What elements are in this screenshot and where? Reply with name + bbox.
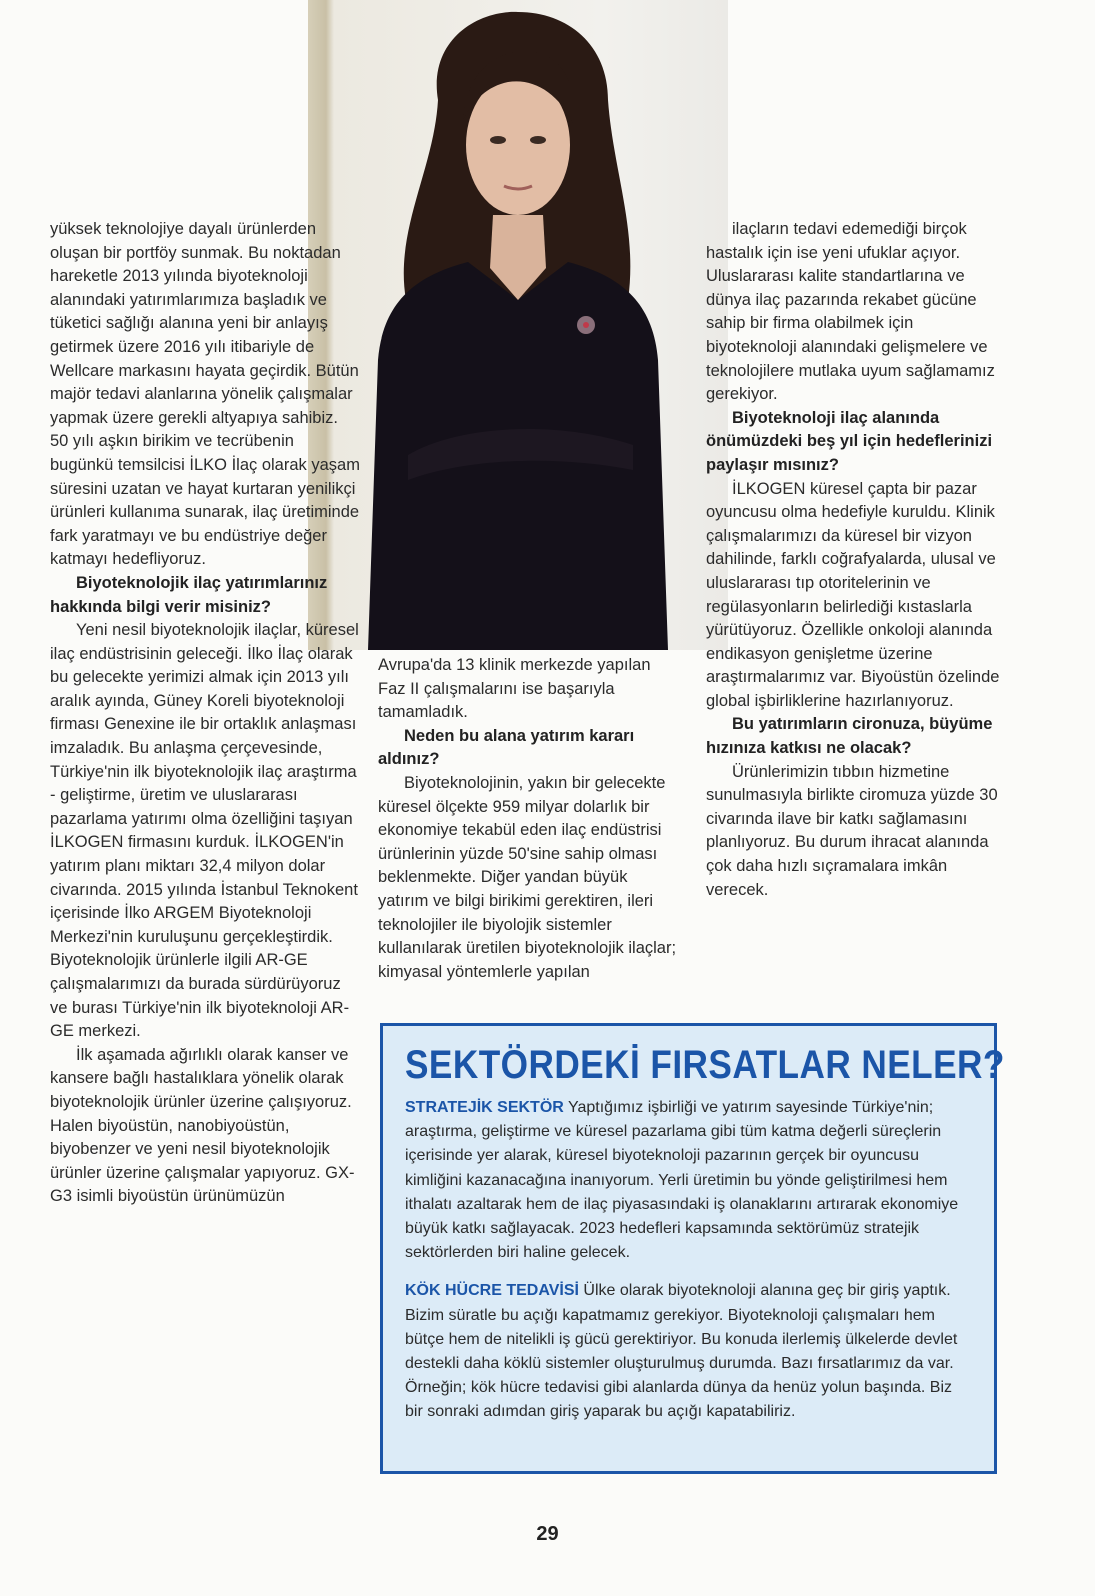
- column-right: [706, 218, 1006, 902]
- paragraph: Avrupa'da 13 klinik merkezde yapılan Faz II çalışmalarını ise başarıyla tamamladık.: [378, 656, 651, 722]
- box-section-text: Yaptığımız işbirliği ve yatırım sayesinde Türkiye'nin; araştırma, geliştirme ve küresel pazarlama gibi tüm katma değerli süreçlerin içerisinde yer alarak, küresel biyoteknoloji pazarının gerçek bir oyuncusu kimliğini kazanacağına inanıyorum. Yerli üretimin bu yönde geliştirilmesi hem ithalatı azaltarak hem de ilaç piyasasındaki iş olanaklarını artırarak ekonomiye büyük katkı sağlayacak. 2023 hedefleri kapsamında sektörümüz stratejik sektörlerden biri haline gelecek.: [405, 1099, 959, 1262]
- opportunities-box: [380, 1023, 1005, 1474]
- paragraph: Ürünlerimizin tıbbın hizmetine sunulmasıyla birlikte ciromuza yüzde 30 civarında ilave bir katkı sağlamasını planlıyoruz. Bu durum ihracat alanında çok daha hızlı sıçramalara imkân verecek.: [706, 762, 998, 899]
- question-heading: Bu yatırımların cironuza, büyüme hızınıza katkısı ne olacak?: [706, 715, 993, 758]
- box-section: [405, 1279, 972, 1424]
- question-heading: Biyoteknolojik ilaç yatırımlarınız hakkında bilgi verir misiniz?: [50, 573, 328, 616]
- box-section-lead: KÖK HÜCRE TEDAVİSİ: [405, 1282, 579, 1300]
- paragraph: İlk aşamada ağırlıklı olarak kanser ve kansere bağlı hastalıklara yönelik olarak biyoteknolojik ürünler üzerine çalışıyoruz. Halen biyoüstün, nanobiyoüstün, biyobenzer ve yeni nesil biyoteknolojik ürünler üzerine çalışmalar yapıyoruz. GX-G3 isimli biyoüstün ürünümüzün: [50, 1045, 355, 1206]
- portrait-photo: [308, 0, 728, 650]
- page-number: 29: [536, 1523, 559, 1545]
- column-left: [50, 218, 360, 1209]
- paragraph: İLKOGEN küresel çapta bir pazar oyuncusu olma hedefiyle kuruldu. Klinik çalışmalarımızı da küresel bir vizyon dahilinde, farklı coğrafyalarda, ulusal ve uluslararası tıp otoritelerinin ve regülasyonların belirlediği kıstaslarla yürütüyoruz. Özellikle onkoloji alanında endikasyon genişletme üzerine araştırmalarımız var. Biyoüstün özelinde global işbirliklerine hazırlanıyoruz.: [706, 479, 1000, 710]
- question-heading: Biyoteknoloji ilaç alanında önümüzdeki beş yıl için hedeflerinizi paylaşır mısınız?: [706, 408, 993, 474]
- paragraph: Biyoteknolojinin, yakın bir gelecekte küresel ölçekte 959 milyar dolarlık bir ekonomiye tekabül eden ilaç endüstrisi ürünlerinin yüzde 50'sine sahip olması beklenmekte. Diğer yandan büyük yatırım ve bilgi birikimi gerektiren, ileri teknolojiler ile biyolojik sistemler kullanılarak üretilen biyoteknolojik ilaçlar; kimyasal yöntemlerle yapılan: [378, 773, 677, 981]
- paragraph: yüksek teknolojiye dayalı ürünlerden oluşan bir portföy sunmak. Bu noktadan hareketle 2013 yılında biyoteknoloji alanındaki yatırımlarımıza başladık ve tüketici sağlığı alanına yeni bir anlayış getirmek üzere 2016 yılı itibariyle de Wellcare markasını hayata geçirdik. Bütün majör tedavi alanlarına yönelik çalışmalar yapmak üzere gerekli altyapıya sahibiz. 50 yılı aşkın birikim ve tecrübenin bugünkü temsilcisi İLKO İlaç olarak yaşam süresini uzatan ve hayat kurtaran yenilikçi ürünleri kullanıma sunarak, ilaç üretiminde fark yaratmayı ve bu endüstriye değer katmayı hedefliyoruz.: [50, 220, 360, 569]
- box-section: [405, 1096, 972, 1265]
- box-title: SEKTÖRDEKİ FIRSATLAR NELER?: [405, 1043, 1005, 1087]
- paragraph: Yeni nesil biyoteknolojik ilaçlar, küresel ilaç endüstrisinin geleceği. İlko İlaç olarak bu gelecekte yerimizi almak için 2013 yılı aralık ayında, Güney Koreli biyoteknoloji firması Genexine ile bir ortaklık anlaşması imzaladık. Bu anlaşma çerçevesinde, Türkiye'nin ilk biyoteknolojik ilaç araştırma - geliştirme, üretim ve uluslararası pazarlama yatırımı olma özelliğini taşıyan İLKOGEN firmasını kurduk. İLKOGEN'in yatırım planı miktarı 32,4 milyon dolar civarında. 2015 yılında İstanbul Teknokent içerisinde İlko ARGEM Biyoteknoloji Merkezi'nin kuruluşunu gerçekleştirdik. Biyoteknolojik ürünlerle ilgili AR-GE çalışmalarımızı da burada sürdürüyoruz ve burası Türkiye'nin ilk biyoteknoloji AR-GE merkezi.: [50, 621, 359, 1041]
- box-section-text: Ülke olarak biyoteknoloji alanına geç bir giriş yaptık. Bizim süratle bu açığı kapatmamız gerekiyor. Biyoteknoloji çalışmaları hem bütçe hem de nitelikli iş gücü gerektiriyor. Bu konuda ilerlemiş ülkelerde devlet destekli daha köklü sistemler oluşturulmuş durumda. Bazı fırsatlarımız da var. Örneğin; kök hücre tedavisi gibi alanlarda dünya da henüz yolun başında. Biz bir sonraki adımdan giriş yaparak bu açığı kapatabiliriz.: [405, 1282, 958, 1421]
- question-heading: Neden bu alana yatırım kararı aldınız?: [378, 726, 635, 769]
- paragraph: ilaçların tedavi edemediği birçok hastalık için ise yeni ufuklar açıyor. Uluslararası kalite standartlarına ve dünya ilaç pazarında rekabet gücüne sahip bir firma olabilmek için biyoteknoloji alanındaki gelişmelere ve teknolojilere mutlaka uyum sağlamamız gerekiyor.: [706, 220, 995, 404]
- column-middle: [378, 654, 678, 984]
- box-section-lead: STRATEJİK SEKTÖR: [405, 1099, 564, 1116]
